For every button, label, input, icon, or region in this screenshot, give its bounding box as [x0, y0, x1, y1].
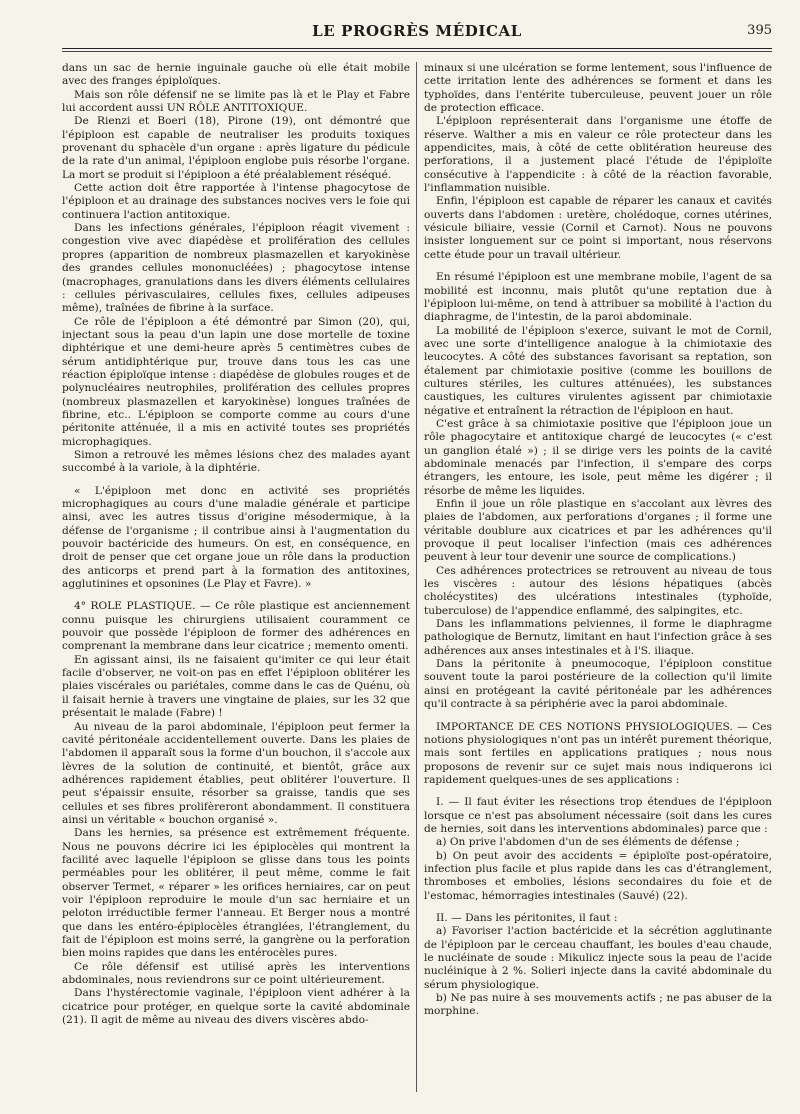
paragraph: Dans l'hystérectomie vaginale, l'épiploon vient adhérer à la cicatrice pour protéger, en quelque sorte la cavité abdominale (21). Il agit de même au niveau des divers viscères abdo- — [62, 987, 410, 1027]
paragraph: Enfin il joue un rôle plastique en s'accolant aux lèvres des plaies de l'abdomen, aux perforations d'organes ; il forme une véritable doublure aux cicatrices et par les adhérences qu'il provoque il peut localiser l'infection (mais ces adhérences peuvent à leur tour devenir une source de complications.) — [424, 498, 772, 564]
paragraph: En résumé l'épiploon est une membrane mobile, l'agent de sa mobilité est inconnu, mais plutôt qu'une reptation due à l'épiploon lui-même, on tend à attribuer sa mobilité à l'action du diaphragme, de l'intestin, de la paroi abdominale. — [424, 271, 772, 324]
paragraph: a) Favoriser l'action bactéricide et la sécrétion agglutinante de l'épiploon par le cerceau chauffant, les boules d'eau chaude, le nucléinate de soude : Mikulicz injecte sous la peau de l'acide nucléinique à 2 %. Solieri injecte dans la cavité abdominale du sérum physiologique. — [424, 925, 772, 991]
paragraph: Dans les infections générales, l'épiploon réagit vivement : congestion vive avec diapédèse et prolifération des cellules propres (apparition de nombreux plasmazellen et karyokinèse des grandes cellules mononucléées) ; phagocytose intense (macrophages, granulations dans les divers éléments cellulaires : cellules périvasculaires, cellules fixes, cellules adipeuses même), traînées de fibrine à la surface. — [62, 222, 410, 315]
paragraph: C'est grâce à sa chimiotaxie positive que l'épiploon joue un rôle phagocytaire et antitoxique chargé de leucocytes (« c'est un ganglion étalé ») ; il se dirige vers les points de la cavité abdominale menacés par l'infection, il s'empare des corps étrangers, les entoure, les isole, peut même les digérer ; il résorbe de même les liquides. — [424, 417, 772, 497]
paragraph: La mobilité de l'épiploon s'exerce, suivant le mot de Cornil, avec une sorte d'intelligence analogue à la chimiotaxie des leucocytes. A côté des substances favorisant sa reptation, son étalement par chimiotaxie positive (comme les bouillons de cultures stériles, les cultures atténuées), les substances caustiques, les cultures virulentes agissent par chimiotaxie négative et entraînent la rétraction de l'épiploon en haut. — [424, 324, 772, 417]
paragraph: b) Ne pas nuire à ses mouvements actifs ; ne pas abuser de la morphine. — [424, 992, 772, 1018]
left-column — [62, 62, 410, 1102]
paragraph: Mais son rôle défensif ne se limite pas là et le Play et Fabre lui accordent aussi UN RÔLE ANTITOXIQUE. — [62, 88, 410, 115]
page-number: 395 — [747, 23, 772, 38]
paragraph: II. — Dans les péritonites, il faut : — [436, 911, 618, 924]
column-divider — [416, 62, 417, 1092]
paragraph: Ce rôle de l'épiploon a été démontré par Simon (20), qui, injectant sous la peau d'un lapin une dose mortelle de toxine diphtérique et une demi-heure après 5 centimètres cubes de sérum antidiphtérique pur, trouve dans tous les cas une réaction épiploïque intense : diapédèse de globules rouges et de polynucléaires neutrophiles, prolifération des cellules propres (nombreux plasmazellen et karyokinèse) longues traînées de fibrine, etc.. L'épiploon se comporte comme au cours d'une péritonite atténuée, il a mis en activité toutes ses propriétés microphagiques. — [62, 315, 410, 448]
paragraph: « L'épiploon met donc en activité ses propriétés microphagiques au cours d'une maladie générale et participe ainsi, avec les autres tissus d'origine mésodermique, à la défense de l'organisme ; il contribue ainsi à l'augmentation du pouvoir bactéricide des humeurs. On est, en conséquence, en droit de penser que cet organe joue un rôle dans la production des anticorps et prend part à la formation des antitoxines, agglutinines et opsonines (Le Play et Favre). » — [62, 484, 410, 591]
paragraph: Ces adhérences protectrices se retrouvent au niveau de tous les viscères : autour des lésions hépatiques (abcès cholécystites) des ulcérations intestinales (typhoïde, tuberculose) de l'appendice enflammé, des salpingites, etc. — [424, 564, 772, 617]
paragraph: dans un sac de hernie inguinale gauche où elle était mobile avec des franges épiploïques. — [62, 62, 410, 88]
paragraph: Dans les hernies, sa présence est extrêmement fréquente. Nous ne pouvons décrire ici les épiplocèles qui montrent la facilité avec laquelle l'épiploon se glisse dans tous les points perméables pour les oblitérer, il peut même, comme le fait observer Termet, « réparer » les orifices herniaires, car on peut voir l'épiploon reproduire le moule d'un sac herniaire et un peloton irréductible fermer l'anneau. Et Berger nous a montré que dans les entéro-épiplocèles étranglées, l'étranglement, du fait de l'épiploon est moins serré, la gangrène ou la perforation bien moins rapides que dans les entérocèles pures. — [62, 827, 410, 960]
paragraph: IMPORTANCE DE CES NOTIONS PHYSIOLOGIQUES. — Ces notions physiologiques n'ont pas un intérêt purement théorique, mais sont fertiles en applications pratiques ; nous nous proposons de revenir sur ce sujet mais nous indiquerons ici rapidement quelques-unes de ses applications : — [424, 720, 772, 786]
journal-title: LE PROGRÈS MÉDICAL — [312, 22, 522, 40]
paragraph: a) On prive l'abdomen d'un de ses éléments de défense ; — [436, 836, 740, 849]
paragraph: 4° ROLE PLASTIQUE. — Ce rôle plastique est anciennement connu puisque les chirurgiens utilisaient couramment ce pouvoir que possède l'épiploon de former des adhérences en comprenant la membrane dans leur cicatrice ; memento omenti. — [62, 600, 410, 653]
header-rule — [62, 48, 772, 49]
header-rule-thin — [62, 51, 772, 52]
paragraph: En agissant ainsi, ils ne faisaient qu'imiter ce qui leur était facile d'observer, ne voit-on pas en effet l'épiploon oblitérer les plaies viscérales ou pariétales, comme dans le cas de Quénu, où il faisait hernie à travers une vingtaine de plaies, sur les 32 que présentait le malade (Fabre) ! — [62, 653, 410, 720]
paragraph: Simon a retrouvé les mêmes lésions chez des malades ayant succombé à la variole, à la diphtérie. — [62, 448, 410, 475]
page-header — [62, 10, 772, 38]
text-columns — [62, 62, 772, 1102]
paragraph: L'épiploon représenterait dans l'organisme une étoffe de réserve. Walther a mis en valeur ce rôle protecteur dans les appendicites, mais, à côté de cette oblitération heureuse des perforations, il a justement placé l'étude de l'épiploïte consécutive à l'appendicite : à côté de la réaction favorable, l'inflammation nuisible. — [424, 115, 772, 195]
paragraph: Au niveau de la paroi abdominale, l'épiploon peut fermer la cavité péritonéale accidentellement ouverte. Dans les plaies de l'abdomen il apparaît sous la forme d'un bouchon, il s'accole aux lèvres de la solution de continuité, et bientôt, grâce aux adhérences rapidement établies, peut oblitérer l'ouverture. Il peut s'épaissir ensuite, résorber sa graisse, tandis que ses cellules et ses fibres prolifèreront abondamment. Il constituera ainsi un véritable « bouchon organisé ». — [62, 720, 410, 826]
right-column — [424, 62, 772, 1102]
paragraph: b) On peut avoir des accidents = épiploïte post-opératoire, infection plus facile et plus rapide dans les cas d'étranglement, thromboses et embolies, lésions secondaires du foie et de l'estomac, hémorragies intestinales (Sauvé) (22). — [424, 849, 772, 902]
paragraph: minaux si une ulcération se forme lentement, sous l'influence de cette irritation lente des adhérences se forment et dans les typhoïdes, dans l'entérite tuberculeuse, peuvent jouer un rôle de protection efficace. — [424, 62, 772, 115]
paragraph: De Rienzi et Boeri (18), Pirone (19), ont démontré que l'épiploon est capable de neutraliser les produits toxiques provenant du sphacèle d'un organe : après ligature du pédicule de la rate d'un animal, l'épiploon englobe puis résorbe l'organe. La mort se produit si l'épiploon a été préalablement réséqué. — [62, 115, 410, 181]
paragraph: Enfin, l'épiploon est capable de réparer les canaux et cavités ouverts dans l'abdomen : uretère, cholédoque, cornes utérines, vésicule biliaire, vessie (Cornil et Carnot). Nous ne pouvons insister longuement sur ce point si important, nous réservons cette étude pour un travail ultérieur. — [424, 195, 772, 261]
paragraph: Dans les inflammations pelviennes, il forme le diaphragme pathologique de Bernutz, limitant en haut l'infection grâce à ses adhérences aux anses intestinales et à l'S. iliaque. — [424, 618, 772, 657]
paragraph: I. — Il faut éviter les résections trop étendues de l'épiploon lorsque ce n'est pas absolument nécessaire (soit dans les cures de hernies, soit dans les interventions abdominales) parce que : — [424, 796, 772, 835]
paragraph: Ce rôle défensif est utilisé après les interventions abdominales, nous reviendrons sur ce point ultérieurement. — [62, 960, 410, 987]
paragraph: Cette action doit être rapportée à l'intense phagocytose de l'épiploon et au drainage des substances nocives vers le foie qui continuera l'action antitoxique. — [62, 182, 410, 221]
paragraph: Dans la péritonite à pneumocoque, l'épiploon constitue souvent toute la paroi postérieure de la collection qu'il limite ainsi en protégeant la cavité péritonéale par les adhérences qu'il contracte à sa périphérie avec la paroi abdominale. — [424, 658, 772, 711]
